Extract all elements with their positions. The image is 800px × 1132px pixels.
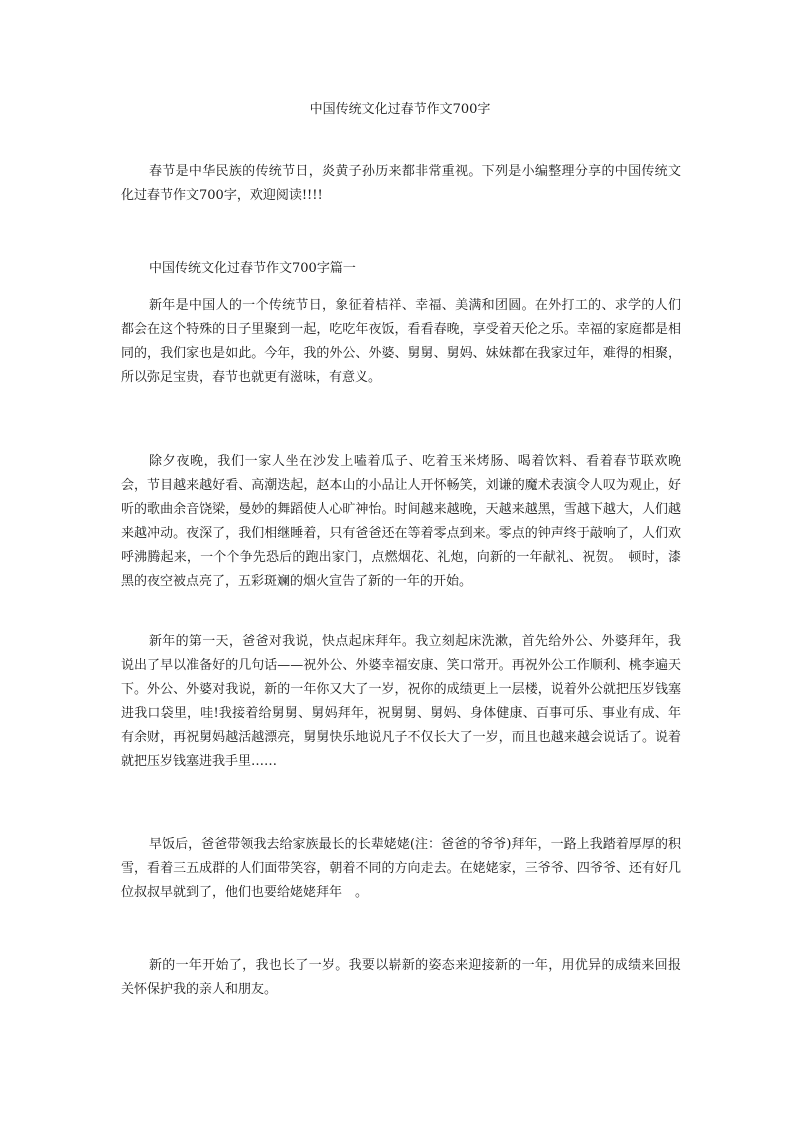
body-paragraph-3: 新年的第一天，爸爸对我说，快点起床拜年。我立刻起床洗漱，首先给外公、外婆拜年，我说出了早以准备好的几句话——祝外公、外婆幸福安康、笑口常开。再祝外公工作顺利、桃李遍天下。外公、外婆对我说，新的一年你又大了一岁，祝你的成绩更上一层楼，说着外公就把压岁钱塞进我口袋里，哇!我接着给舅舅、舅妈拜年，祝舅舅、舅妈、身体健康、百事可乐、事业有成、年有余财，再祝舅妈越活越漂亮，舅舅快乐地说凡子不仅长大了一岁，而且也越来越会说话了。说着就把压岁钱塞进我手里…… bbox=[121, 634, 681, 769]
body-paragraph-1: 新年是中国人的一个传统节日，象征着桔祥、幸福、美满和团圆。在外打工的、求学的人们都会在这个特殊的日子里聚到一起，吃吃年夜饭，看看春晚，享受着天伦之乐。幸福的家庭都是相同的，我们家也是如此。今年，我的外公、外婆、舅舅、舅妈、妹妹都在我家过年，难得的相聚，所以弥足宝贵，春节也就更有滋味，有意义。 bbox=[121, 298, 681, 385]
document-title: 中国传统文化过春节作文700字 bbox=[309, 102, 491, 117]
body-paragraph-5: 新的一年开始了，我也长了一岁。我要以崭新的姿态来迎接新的一年，用优异的成绩来回报关怀保护我的亲人和朋友。 bbox=[121, 958, 681, 997]
body-paragraph-2: 除夕夜晚，我们一家人坐在沙发上嗑着瓜子、吃着玉米烤肠、喝着饮料、看着春节联欢晚会，节目越来越好看、高潮迭起，赵本山的小品让人开怀畅笑，刘谦的魔术表演令人叹为观止，好听的歌曲余音饶梁，曼妙的舞蹈使人心旷神怡。时间越来越晚，天越来越黑，雪越下越大，人们越来越冲动。夜深了，我们相继睡着，只有爸爸还在等着零点到来。零点的钟声终于敲响了，人们欢呼沸腾起来，一个个争先恐后的跑出家门，点燃烟花、礼炮，向新的一年献礼、祝贺。 顿时，漆黑的夜空被点亮了，五彩斑斓的烟火宣告了新的一年的开始。 bbox=[121, 454, 681, 589]
body-paragraph-4: 早饭后，爸爸带领我去给家族最长的长辈姥姥(注：爸爸的爷爷)拜年，一路上我踏着厚厚的积雪，看着三五成群的人们面带笑容，朝着不同的方向走去。在姥姥家，三爷爷、四爷爷、还有好几位叔叔早就到了，他们也要给姥姥拜年 。 bbox=[121, 837, 681, 900]
section-heading: 中国传统文化过春节作文700字篇一 bbox=[149, 261, 356, 276]
intro-paragraph: 春节是中华民族的传统节日，炎黄子孙历来都非常重视。下列是小编整理分享的中国传统文化过春节作文700字，欢迎阅读!!!! bbox=[121, 164, 681, 203]
